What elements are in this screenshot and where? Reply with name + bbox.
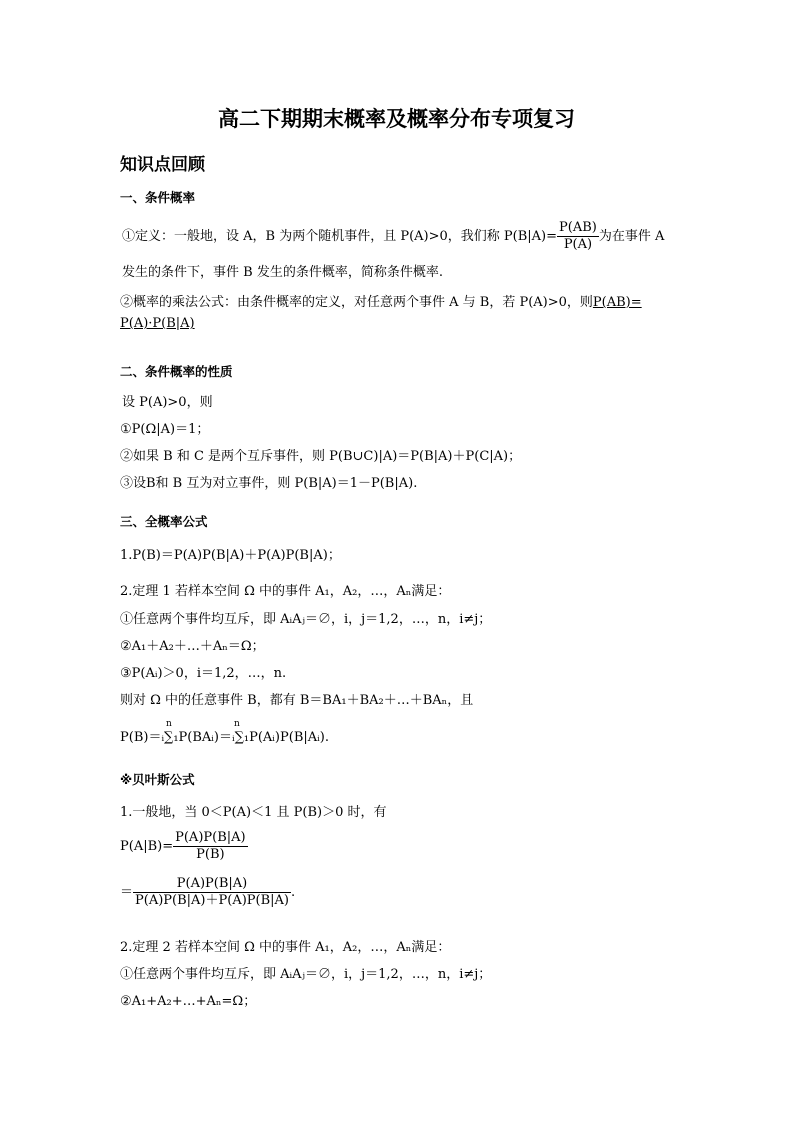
property-2: ②如果 B 和 C 是两个互斥事件，则 P(B∪C)|A)＝P(B|A)＋P(C|A)；: [120, 449, 522, 464]
bayes-formula-1: [120, 830, 248, 863]
bayes-formula-2: [120, 876, 295, 909]
sum-upper-limit-1: n: [166, 719, 172, 729]
bayes-numerator-2: P(A)P(B|A): [133, 876, 291, 893]
property-1: ①P(Ω|A)＝1；: [120, 422, 210, 437]
definition-line: [122, 220, 664, 253]
total-probability-sum: P(B)＝ᵢ∑₁P(BAᵢ)＝ᵢ∑₁P(Aᵢ)P(B|Aᵢ).: [120, 730, 329, 745]
bayes-numerator-1: P(A)P(B|A): [175, 830, 246, 845]
theorem2-condition-1: ①任意两个事件均互斥，即 AᵢAⱼ＝∅，i，j＝1,2，…，n，i≠j；: [120, 967, 492, 982]
section1-heading: 一、条件概率: [120, 190, 196, 205]
bayes-fraction-1: [173, 830, 248, 863]
bayes-denominator-2: P(A)P(B|A)＋P(A)P(B|A): [135, 893, 289, 908]
theorem2-condition-2: ②A₁+A₂+…+Aₙ=Ω；: [120, 994, 257, 1009]
bayes-period: .: [291, 885, 296, 900]
theorem1-condition-1: ①任意两个事件均互斥，即 AᵢAⱼ＝∅，i，j＝1,2，…，n，i≠j；: [120, 612, 492, 627]
property-3: ③设B和 B 互为对立事件，则 P(B|A)＝1－P(B|A).: [120, 476, 418, 491]
bayes-denominator-1: P(B): [196, 847, 225, 862]
definition-text: ①定义：一般地，设 A，B 为两个随机事件，且 P(A)>0，我们称 P(B|A)=: [122, 229, 558, 244]
multiplication-text: ②概率的乘法公式：由条件概率的定义，对任意两个事件 A 与 B，若 P(A)>0，则: [120, 295, 593, 310]
multiplication-line: [120, 295, 642, 311]
theorem1-condition-2: ②A₁＋A₂＋…＋Aₙ＝Ω；: [120, 639, 265, 654]
bayes-fraction-2: [133, 876, 291, 909]
bayes-heading: ※贝叶斯公式: [120, 772, 195, 787]
sum-upper-limit-2: n: [234, 719, 240, 729]
theorem1-condition-3: ③P(Aᵢ)＞0，i＝1,2，…，n.: [120, 666, 287, 681]
theorem2-statement: 2.定理 2 若样本空间 Ω 中的事件 A₁，A₂，…，Aₙ满足：: [120, 940, 451, 955]
fraction-denominator: P(A): [563, 237, 593, 252]
section3-heading: 三、全概率公式: [120, 514, 208, 529]
theorem1-conclusion: 则对 Ω 中的任意事件 B，都有 B＝BA₁＋BA₂＋…＋BAₙ，且: [120, 693, 474, 708]
multiplication-formula-rhs: P(A)·P(B|A): [120, 316, 195, 331]
fraction-numerator: P(AB): [559, 220, 597, 235]
property-intro: 设 P(A)>0，则: [122, 395, 213, 410]
total-probability-formula: 1.P(B)＝P(A)P(B|A)＋P(A)P(B|A)；: [120, 548, 341, 563]
page-title: 高二下期期末概率及概率分布专项复习: [218, 107, 575, 131]
bayes-equals: ＝: [120, 885, 134, 900]
definition-text-end: 为在事件 A: [598, 229, 665, 244]
definition-continuation: 发生的条件下，事件 B 发生的条件概率，简称条件概率.: [122, 265, 443, 280]
section2-heading: 二、条件概率的性质: [120, 364, 233, 379]
bayes-intro: 1.一般地，当 0＜P(A)＜1 且 P(B)＞0 时，有: [120, 805, 387, 820]
multiplication-formula-lhs: P(AB)=: [592, 295, 642, 310]
theorem1-statement: 2.定理 1 若样本空间 Ω 中的事件 A₁，A₂，…，Aₙ满足：: [120, 584, 451, 599]
knowledge-heading: 知识点回顾: [120, 155, 205, 175]
definition-fraction: [557, 220, 599, 253]
bayes-lhs: P(A|B)=: [120, 839, 174, 854]
